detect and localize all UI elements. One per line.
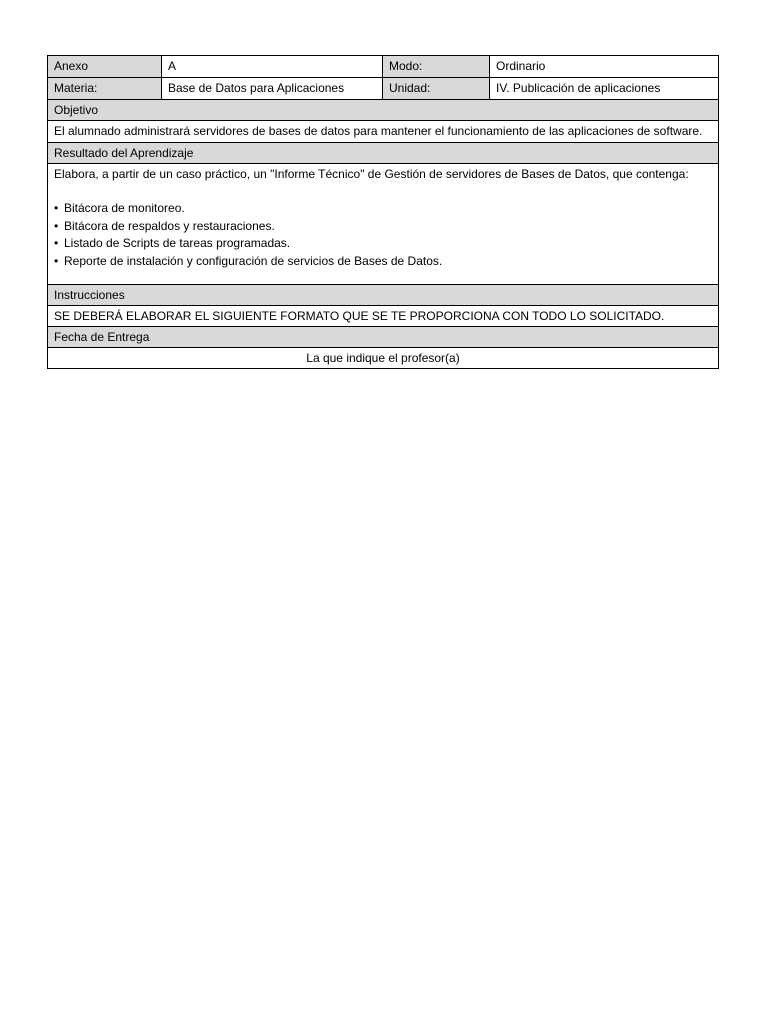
fecha-text: La que indique el profesor(a) — [48, 348, 719, 369]
objetivo-text: El alumnado administrará servidores de bases de datos para mantener el funcionamiento de las aplicaciones de software. — [48, 121, 719, 143]
bullet-icon: • — [54, 236, 59, 250]
row-anexo-modo — [48, 56, 719, 78]
list-item — [54, 253, 712, 271]
row-materia-unidad — [48, 78, 719, 100]
list-item — [54, 235, 712, 253]
row-instrucciones-title — [48, 285, 719, 306]
row-objetivo-title — [48, 100, 719, 121]
bullet-icon: • — [54, 253, 59, 268]
list-item-text: Bitácora de monitoreo. — [64, 201, 185, 215]
bullet-icon: • — [54, 218, 59, 233]
list-item-text: Reporte de instalación y configuración de servicios de Bases de Datos. — [64, 253, 443, 268]
assignment-sheet — [47, 55, 718, 369]
resultado-list — [54, 200, 712, 270]
row-resultado-title — [48, 143, 719, 164]
bullet-icon: • — [54, 201, 59, 215]
objetivo-title: Objetivo — [48, 100, 719, 121]
modo-label: Modo: — [383, 56, 490, 78]
row-fecha-title — [48, 327, 719, 348]
row-resultado-body — [48, 164, 719, 285]
instrucciones-text: SE DEBERÁ ELABORAR EL SIGUIENTE FORMATO QUE SE TE PROPORCIONA CON TODO LO SOLICITADO. — [48, 306, 719, 327]
list-item — [54, 218, 712, 236]
row-objetivo-text — [48, 121, 719, 143]
anexo-value: A — [162, 56, 383, 78]
instrucciones-title: Instrucciones — [48, 285, 719, 306]
resultado-title: Resultado del Aprendizaje — [48, 143, 719, 164]
modo-value: Ordinario — [490, 56, 719, 78]
assignment-form-table — [47, 55, 719, 369]
unidad-label: Unidad: — [383, 78, 490, 100]
list-item-text: Listado de Scripts de tareas programadas. — [64, 236, 291, 250]
row-instrucciones-text — [48, 306, 719, 327]
materia-value: Base de Datos para Aplicaciones — [162, 78, 383, 100]
list-item-text: Bitácora de respaldos y restauraciones. — [64, 218, 275, 233]
list-item — [54, 200, 712, 218]
unidad-value: IV. Publicación de aplicaciones — [490, 78, 719, 100]
anexo-label: Anexo — [48, 56, 162, 78]
materia-label: Materia: — [48, 78, 162, 100]
fecha-title: Fecha de Entrega — [48, 327, 719, 348]
row-fecha-text — [48, 348, 719, 369]
resultado-intro: Elabora, a partir de un caso práctico, un "Informe Técnico" de Gestión de servidores de Bases de Datos, que contenga: — [54, 167, 689, 181]
resultado-body — [48, 164, 719, 285]
